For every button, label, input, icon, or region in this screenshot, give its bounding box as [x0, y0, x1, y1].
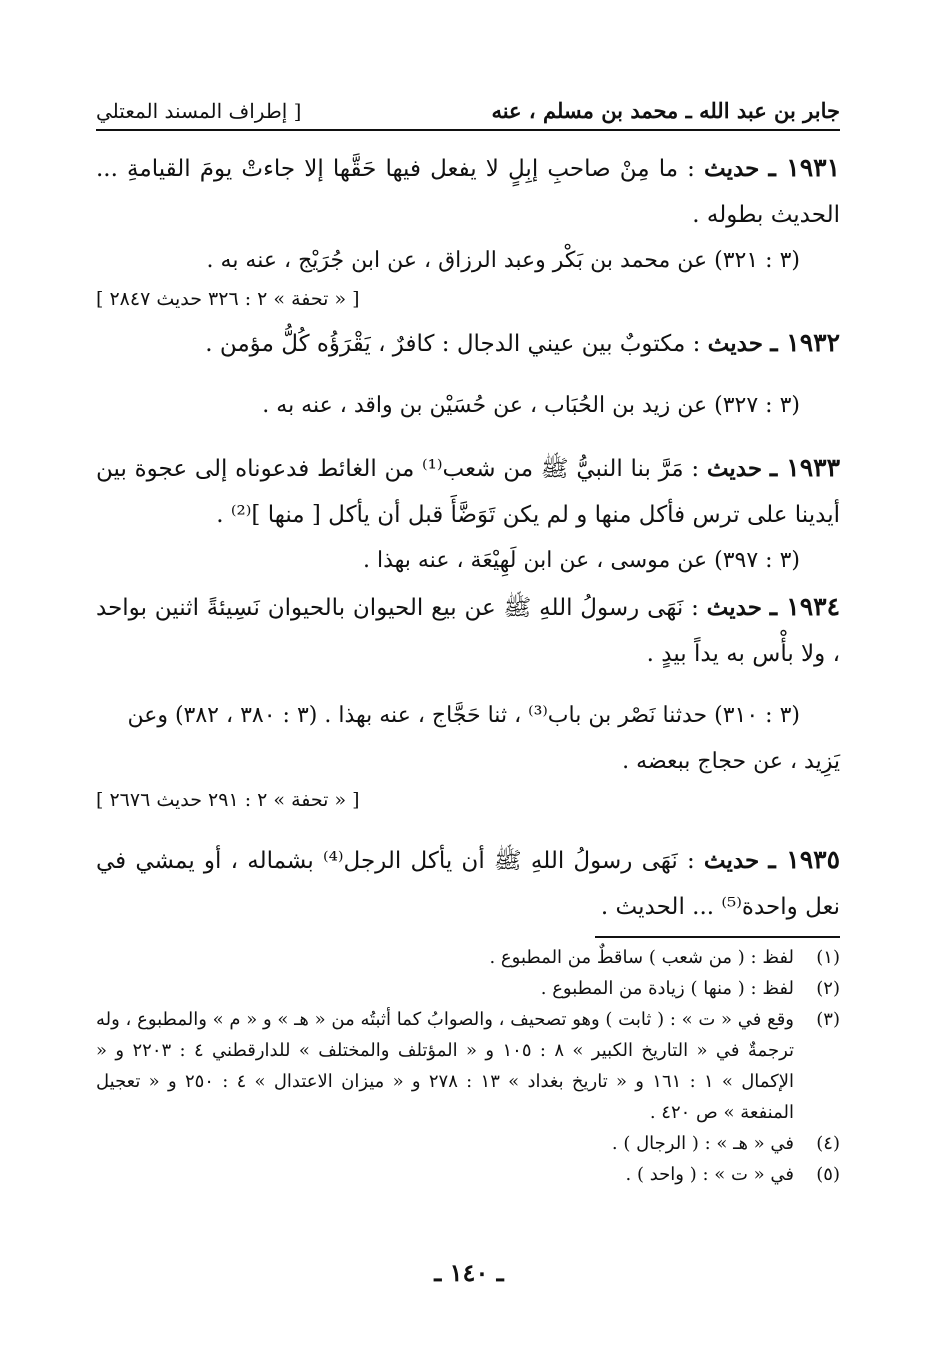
footnote-text: في « ت » : ( واحد ) . — [625, 1164, 794, 1185]
tuhfa-reference — [96, 284, 840, 314]
hadith-number: ١٩٣٣ ـ — [769, 453, 840, 482]
hadith-number: ١٩٣٤ ـ — [769, 592, 841, 621]
hadith-text: : مكتوبٌ بين عيني الدجال : كافرٌ ، يَقْرَؤُه كُلُّ مؤمن . — [205, 331, 708, 357]
footnote-text: في « هـ » : ( الرجال ) . — [611, 1133, 794, 1154]
hadith-number: ١٩٣٥ ـ — [768, 845, 841, 874]
footnote-item — [96, 973, 840, 1004]
tuhfa-text: [ « تحفة » ٢ : ٣٢٦ حديث ٢٨٤٧ ] — [96, 288, 360, 310]
hadith-source: (٣ : ٣٩٧) عن موسى ، عن ابن لَهِيْعَة ، عنه بهذا . — [362, 548, 800, 573]
hadith-keyword: حديث — [707, 330, 763, 357]
footnote-item — [96, 1004, 840, 1128]
hadith-keyword: حديث — [703, 847, 760, 874]
footnote-item — [96, 1159, 840, 1190]
hadith-source: (٣ : ٣١٠) حدثنا نَصْر بن باب⁽³⁾ ، ثنا حَجَّاج ، عنه بهذا . (٣ : ٣٨٠ ، ٣٨٢) وعن يَزِيد ، عن حجاج ببعضه . — [127, 703, 840, 774]
footnote-text: لفظ : ( منها ) زيادة من المطبوع . — [540, 978, 794, 999]
footnote-text: لفظ : ( من شعب ) ساقطٌ من المطبوع . — [489, 947, 794, 968]
hadith-entry-1933 — [96, 445, 840, 538]
hadith-source: (٣ : ٣٢٧) عن زيد بن الحُبَاب ، عن حُسَيْن بن واقد ، عنه به . — [262, 393, 800, 418]
hadith-source: (٣ : ٣٢١) عن محمد بن بَكْر وعبد الرزاق ، عن ابن جُرَيْج ، عنه به . — [206, 248, 800, 273]
footnote-item — [96, 942, 840, 973]
hadith-entry-1934 — [96, 584, 840, 677]
running-head — [96, 98, 840, 131]
running-head-title: جابر بن عبد الله ـ محمد بن مسلم ، عنه — [491, 98, 840, 123]
hadith-entry-1935 — [96, 837, 840, 930]
running-head-book: [ إطراف المسند المعتلي — [96, 99, 302, 123]
footnote-number: (٥) — [816, 1164, 840, 1185]
hadith-text: : نَهَى رسولُ اللهِ ﷺ أن يأكل الرجل⁽⁴⁾ بشماله ، أو يمشي في نعل واحدة⁽⁵⁾ ... الحديث . — [96, 848, 840, 920]
hadith-keyword: حديث — [706, 455, 763, 482]
hadith-text: : نَهَى رسولُ اللهِ ﷺ عن بيع الحيوان بالحيوان نَسِيئةً اثنين بواحد ، ولا بأْس به يداً بيدٍ . — [96, 595, 840, 667]
hadith-entry-1932 — [96, 320, 840, 367]
footnote-number: (٢) — [816, 978, 840, 999]
footnote-number: (٤) — [816, 1133, 840, 1154]
footnote-number: (١) — [816, 947, 840, 968]
tuhfa-reference — [96, 785, 840, 815]
footnote-item — [96, 1128, 840, 1159]
footnote-rule — [595, 936, 840, 938]
hadith-text: : ما مِنْ صاحبِ إبِلٍ لا يفعل فيها حَقَّها إلا جاءتْ يومَ القيامةِ ... الحديث بطوله . — [96, 156, 840, 228]
hadith-entry-1931 — [96, 145, 840, 238]
tuhfa-text: [ « تحفة » ٢ : ٢٩١ حديث ٢٦٧٦ ] — [96, 789, 360, 811]
hadith-number: ١٩٣٢ ـ — [770, 328, 840, 357]
footnote-text: وقع في « ت » : ( ثابت ) وهو تصحيف ، والصوابُ كما أثبتُه من « هـ » و « م » والمطبوع ، وله ترجمةٌ في « التاريخ الكبير » ٨ : ١٠٥ و « المؤتلف والمختلف » للدارقطني ٤ : ٢٢٠٣ و « الإكمال » ١ : ١٦١ و « تاريخ بغداد » ١٣ : ٢٧٨ و « ميزان الاعتدال » ٤ : ٢٥٠ و « تعجيل المنفعة » ص ٤٢٠ . — [96, 1009, 795, 1123]
footnote-number: (٣) — [816, 1009, 840, 1030]
footnotes — [96, 942, 840, 1190]
hadith-keyword: حديث — [706, 594, 762, 621]
page-number: ـ ١٤٠ ـ — [434, 1258, 504, 1287]
hadith-number: ١٩٣١ ـ — [768, 153, 841, 182]
hadith-keyword: حديث — [704, 155, 760, 182]
hadith-text: : مَرَّ بنا النبيُّ ﷺ من شعب⁽¹⁾ من الغائط فدعوناه إلى عجوة بين أيدينا على ترس فأكل منها و لم يكن تَوَضَّأَ قبل أن يأكل [ منها ]⁽²⁾ . — [96, 456, 840, 528]
